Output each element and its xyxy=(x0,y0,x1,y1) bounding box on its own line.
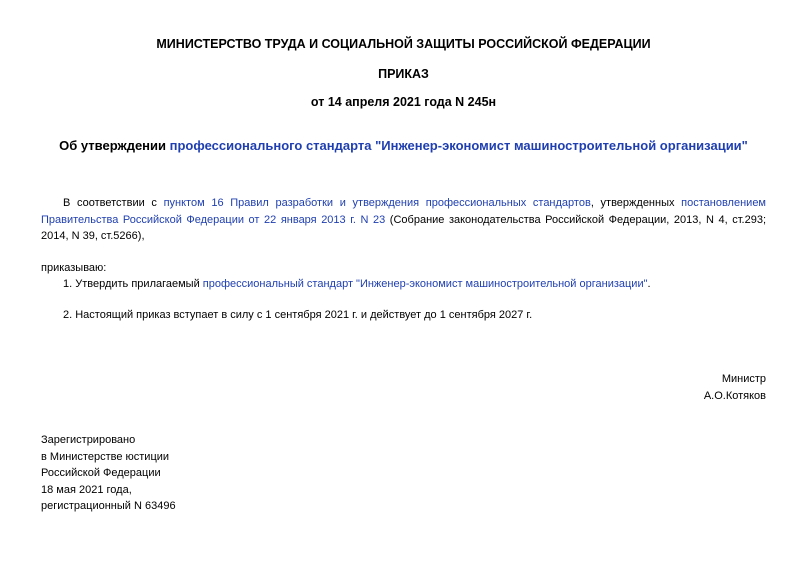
item1-prefix: 1. Утвердить прилагаемый xyxy=(63,278,203,290)
order-item-2: 2. Настоящий приказ вступает в силу с 1 сентября 2021 г. и действует до 1 сентября 2027 г. xyxy=(63,309,533,321)
preamble-text-3: (Собрание законодательства Российской Федерации, 2013, N 4, ст.293; 2014, N 39, ст.5266), xyxy=(41,213,766,242)
document-date-number: от 14 апреля 2021 года N 245н xyxy=(310,95,497,109)
document-subject xyxy=(0,138,807,153)
signer-name: А.О.Котяков xyxy=(703,389,766,402)
registration-line-4: 18 мая 2021 года, xyxy=(41,483,132,496)
ministry-title: МИНИСТЕРСТВО ТРУДА И СОЦИАЛЬНОЙ ЗАЩИТЫ РОССИЙСКОЙ ФЕДЕРАЦИИ xyxy=(156,37,651,51)
document-type: ПРИКАЗ xyxy=(378,67,429,81)
registration-line-5: регистрационный N 63496 xyxy=(41,500,176,512)
preamble-text-2: , утвержденных xyxy=(590,197,682,209)
signer-position: Министр xyxy=(721,373,766,385)
preamble-text-1: В соответствии с xyxy=(63,197,164,209)
item1-standard-link[interactable]: профессиональный стандарт "Инженер-экономист машиностроительной организации" xyxy=(202,278,648,290)
subject-prefix: Об утверждении xyxy=(59,138,170,153)
registration-line-1: Зарегистрировано xyxy=(41,434,136,446)
item1-suffix: . xyxy=(647,278,651,290)
signature-block xyxy=(704,371,766,404)
registration-block xyxy=(41,432,176,515)
order-item-1 xyxy=(63,278,763,290)
order-word: приказываю: xyxy=(41,262,107,274)
subject-standard-link[interactable]: профессионального стандарта "Инженер-экономист машиностроительной организации" xyxy=(169,138,748,153)
registration-line-3: Российской Федерации xyxy=(41,467,161,479)
preamble-paragraph xyxy=(41,195,766,245)
government-decree-link[interactable]: постановлением Правительства Российской Федерации от 22 января 2013 г. N 23 xyxy=(41,197,766,226)
registration-line-2: в Министерстве юстиции xyxy=(41,450,170,463)
rules-paragraph-link[interactable]: пунктом 16 Правил разработки и утверждения профессиональных стандартов xyxy=(163,197,591,209)
